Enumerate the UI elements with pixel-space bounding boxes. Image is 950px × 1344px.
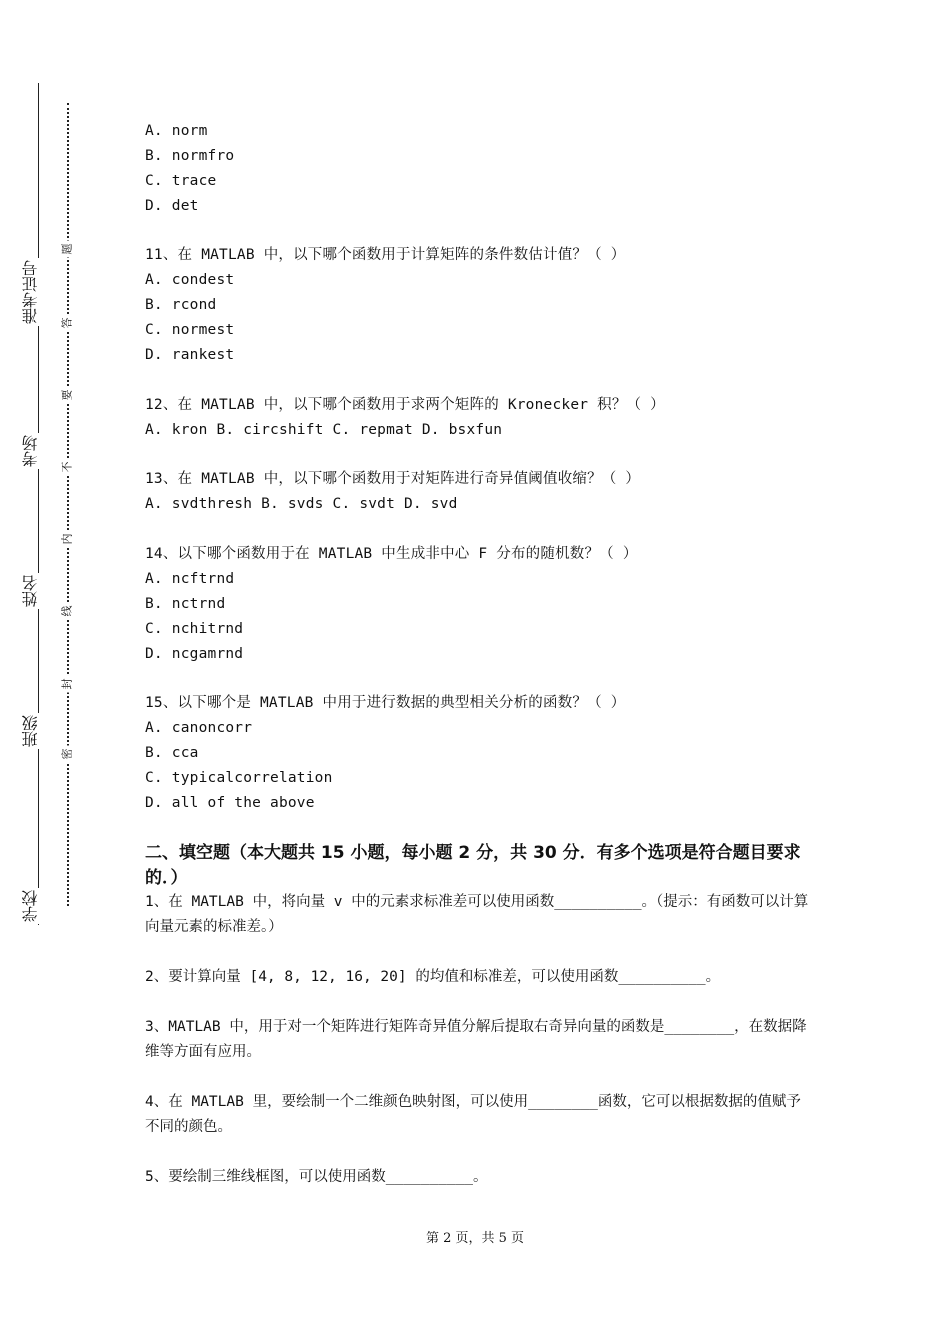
q15-option-d: D. all of the above [145, 795, 315, 811]
q12-question: 12、在 MATLAB 中，以下哪个函数用于求两个矩阵的 Kronecker 积？（ ） [145, 397, 665, 413]
fill-question-4: 4、在 MATLAB 里，要绘制一个二维颜色映射图，可以使用________函数，它可以根据数据的值赋予不同的颜色。 [145, 1094, 801, 1135]
q11-option-d: D. rankest [145, 347, 235, 363]
q15-question: 15、以下哪个是 MATLAB 中用于进行数据的典型相关分析的函数？（ ） [145, 695, 626, 711]
q13-question: 13、在 MATLAB 中，以下哪个函数用于对矩阵进行奇异值阈值收缩？（ ） [145, 471, 641, 487]
seal-char: 题 [60, 241, 76, 258]
field-school: 学校 [22, 888, 56, 924]
page-footer: 第 2 页，共 5 页 [425, 1231, 525, 1246]
seal-char: 内 [60, 531, 76, 548]
fill-question-1: 1、在 MATLAB 中，将向量 v 中的元素求标准差可以使用函数__________。（提示：有函数可以计算向量元素的标准差。） [145, 894, 809, 935]
seal-char: 密 [60, 746, 76, 763]
field-admission-number: 准考证号 [22, 258, 56, 326]
q10-option-a: A. norm [145, 123, 208, 139]
q14-option-c: C. nchitrnd [145, 621, 244, 637]
seal-char: 答 [60, 315, 76, 332]
fill-question-3: 3、MATLAB 中，用于对一个矩阵进行矩阵奇异值分解后提取右奇异向量的函数是________，在数据降维等方面有应用。 [145, 1019, 807, 1060]
q11-option-c: C. normest [145, 322, 235, 338]
field-exam-room: 考场 [22, 433, 56, 469]
binding-solid-line [38, 83, 39, 925]
q12-options: A. kron B. circshift C. repmat D. bsxfun [145, 422, 503, 438]
q10-option-b: B. normfro [145, 148, 235, 164]
fill-question-2: 2、要计算向量 [4, 8, 12, 16, 20] 的均值和标准差，可以使用函数__________。 [145, 969, 721, 985]
section-title-fill-in: 二、填空题（本大题共 15 小题，每小题 2 分，共 30 分．有多个选项是符合题目要求的．） [145, 843, 801, 888]
q13-options: A. svdthresh B. svds C. svdt D. svd [145, 496, 458, 512]
q15-option-b: B. cca [145, 745, 199, 761]
q14-option-b: B. nctrnd [145, 596, 226, 612]
binding-dotted-line [67, 103, 69, 906]
seal-char: 不 [60, 459, 76, 476]
q11-option-b: B. rcond [145, 297, 217, 313]
field-name: 姓名 [22, 573, 56, 609]
q14-option-a: A. ncftrnd [145, 571, 235, 587]
fill-question-5: 5、要绘制三维线框图，可以使用函数__________。 [145, 1169, 488, 1185]
q15-option-a: A. canoncorr [145, 720, 253, 736]
q10-option-c: C. trace [145, 173, 217, 189]
q11-option-a: A. condest [145, 272, 235, 288]
q15-option-c: C. typicalcorrelation [145, 770, 333, 786]
q14-option-d: D. ncgamrnd [145, 646, 244, 662]
q14-question: 14、以下哪个函数用于在 MATLAB 中生成非中心 F 分布的随机数？（ ） [145, 546, 638, 562]
seal-char: 线 [60, 603, 76, 620]
field-class: 班级 [22, 713, 56, 749]
seal-char: 封 [60, 676, 76, 693]
q11-question: 11、在 MATLAB 中，以下哪个函数用于计算矩阵的条件数估计值？（ ） [145, 247, 626, 263]
q10-option-d: D. det [145, 198, 199, 214]
seal-char: 要 [60, 387, 76, 404]
